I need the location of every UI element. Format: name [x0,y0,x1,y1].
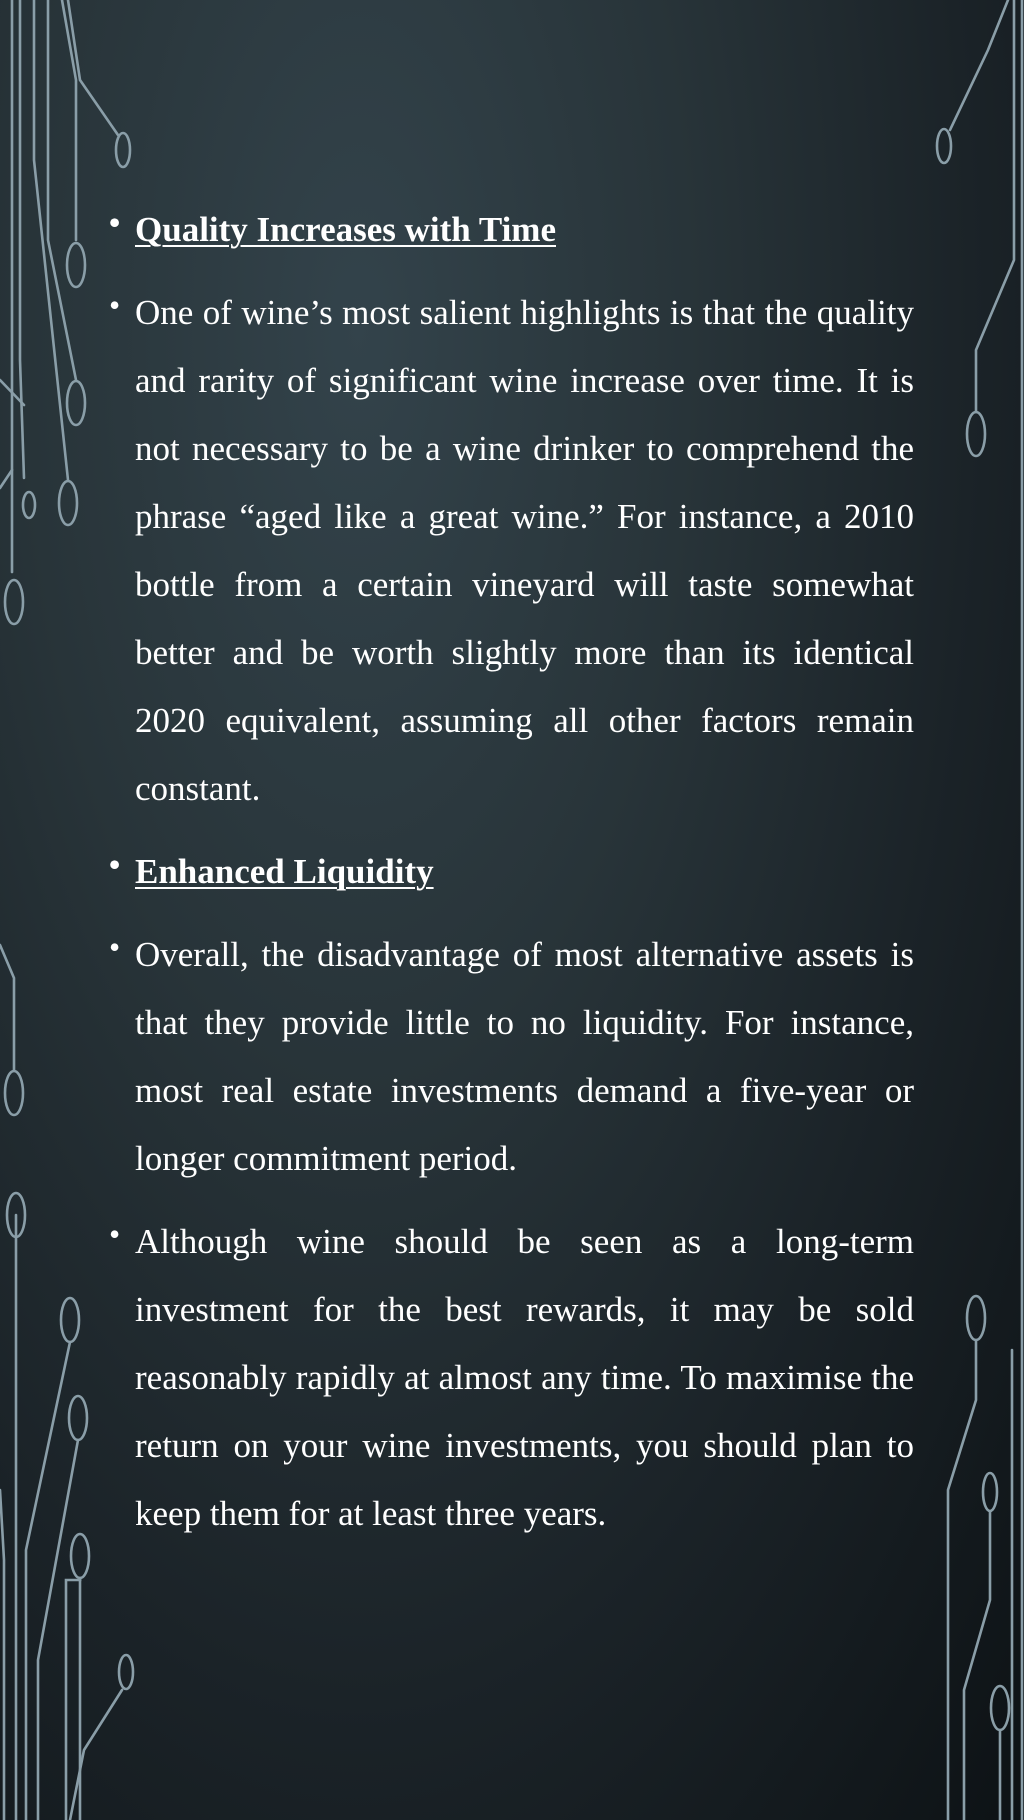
circuit-line [26,1342,70,1820]
paragraph-liquidity-wine: • Although wine should be seen as a long-term investment for the best rewards, it may be sold reasonably rapidly at almost any time. To maximise the return on your wine investments, you should plan to keep them for at least three years. [112,1208,914,1548]
circuit-node [119,1655,133,1689]
circuit-line [0,1490,4,1820]
circuit-node [67,243,85,287]
circuit-node [23,492,35,518]
circuit-node [5,580,23,624]
circuit-node [991,1686,1009,1730]
circuit-node [67,381,85,425]
circuit-node [69,1396,87,1440]
circuit-line [38,1440,78,1820]
paragraph-liquidity-assets: • Overall, the disadvantage of most alternative assets is that they provide little to no liquidity. For instance, most real estate investments demand a five-year or longer commitment period. [112,921,914,1193]
slide-content [112,196,914,1563]
circuit-node [937,129,951,163]
circuit-node [71,1534,89,1578]
circuit-line [0,470,12,488]
circuit-line [20,0,24,478]
circuit-node [116,133,130,167]
circuit-line [948,1340,976,1820]
heading-quality-increases: • Quality Increases with Time [112,196,914,264]
circuit-node [61,1298,79,1342]
circuit-node [5,1071,23,1115]
circuit-line [950,0,1008,130]
circuit-line [70,1690,122,1820]
circuit-node [983,1473,997,1511]
circuit-node [59,481,77,525]
circuit-line [964,1512,990,1820]
circuit-line [34,0,68,480]
circuit-node [967,412,985,456]
circuit-node [967,1296,985,1340]
heading-enhanced-liquidity: • Enhanced Liquidity [112,838,914,906]
paragraph-quality: • One of wine’s most salient highlights is that the quality and rarity of significant wine increase over time. It is not necessary to be a wine drinker to comprehend the phrase “aged like a great wine.” For instance, a 2010 bottle from a certain vineyard will taste somewhat better and be worth slightly more than its identical 2020 equivalent, assuming all other factors remain constant. [112,279,914,823]
circuit-line [0,945,14,1070]
